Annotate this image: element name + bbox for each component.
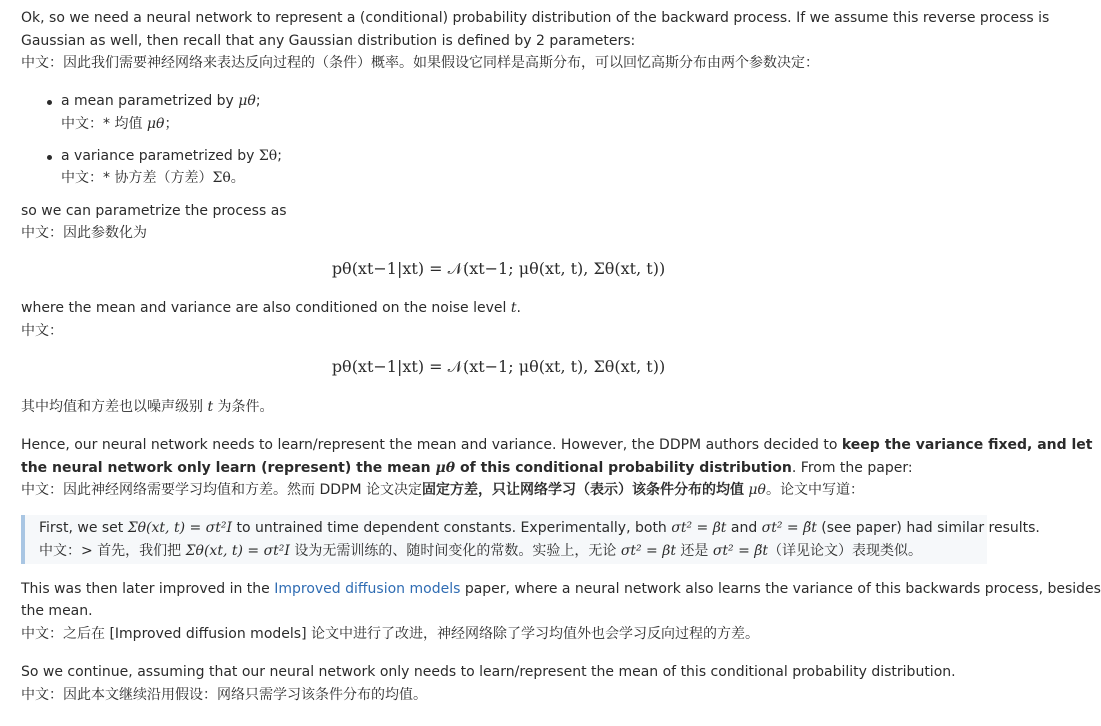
quote-en-c: and [726,520,762,536]
quote-zh-a: 中文：> 首先，我们把 [39,543,186,559]
ddpm-line2-bold-end: of this conditional probability distribution [455,460,792,476]
paragraph-continue-en: So we continue, assuming that our neural network only needs to learn/represent the mean of this conditional probability distribution. [21,664,956,680]
ddpm-zh-bold: 固定方差，只让网络学习（表示）该条件分布的均值 [421,482,744,498]
paragraph-improved-zh: 中文：之后在 [Improved diffusion models] 论文中进行了改进，神经网络除了学习均值外也会学习反向过程的方差。 [21,626,759,642]
quote-zh-math1: Σθ(xt, t) = σt²I [185,543,290,559]
quote-zh-math3: σt² = β̃t [712,543,769,559]
quote-en-math1: Σθ(xt, t) = σt²I [127,520,232,536]
quote-zh-d: （详见论文）表现类似。 [768,543,923,559]
bullet-mean-text: a mean parametrized by [61,93,239,109]
paragraph-parametrize-en: so we can parametrize the process as [21,203,287,219]
paragraph-parametrize-zh: 中文：因此参数化为 [21,225,147,241]
bullet-variance-math: Σθ [258,148,278,164]
condition-zh-math: t [207,399,214,415]
bullet-mean-math: μθ [238,93,256,109]
noise-level-end: . [516,300,521,316]
condition-zh-text: 其中均值和方差也以噪声级别 [21,399,208,415]
bullet-variance-zh [61,168,245,188]
paragraph-ddpm-line1 [21,435,1093,455]
ddpm-line2-math: μθ [435,460,456,476]
paragraph-condition-zh [21,397,274,417]
bullet-mean-en [61,91,261,111]
ddpm-line2-bold: the neural network only learn (represent) the mean [21,460,436,476]
improved-diffusion-link[interactable]: Improved diffusion models [274,581,461,597]
bullet-variance-end: ; [277,148,282,164]
improved-line1-text: This was then later improved in the [21,581,275,597]
bullet-variance-text: a variance parametrized by [61,148,259,164]
paragraph-intro-line2: Gaussian as well, then recall that any Gaussian distribution is defined by 2 parameters: [21,33,636,49]
paragraph-improved-line2: the mean. [21,603,93,619]
quote-zh-math2: σt² = βt [620,543,676,559]
paragraph-ddpm-zh [21,480,864,500]
bullet-variance-zh-math: Σθ [212,170,231,186]
equation-reverse-process: pθ(xt−1|xt) = 𝒩(xt−1; μθ(xt, t), Σθ(xt, t)) [331,259,666,278]
paragraph-ddpm-line2 [21,458,913,478]
paragraph-noise-level-zh: 中文： [21,323,63,339]
paragraph-noise-level-en [21,298,521,318]
bullet-variance-en [61,146,282,166]
bullet-dot [47,155,52,160]
quote-en-b: to untrained time dependent constants. Experimentally, both [232,520,672,536]
bullet-variance-zh-text: 中文：* 协方差（方差） [61,170,213,186]
bullet-mean-zh-text: 中文：* 均值 [61,116,147,132]
quote-zh-c: 还是 [675,543,713,559]
paragraph-intro-line1: Ok, so we need a neural network to represent a (conditional) probability distribution of the backward process. If we assume this reverse process is [21,10,1050,26]
quote-en-math2: σt² = βt [671,520,727,536]
ddpm-zh-text: 中文：因此神经网络需要学习均值和方差。然而 DDPM 论文决定 [21,482,422,498]
quote-en-math3: σt² = β̃t [761,520,817,536]
noise-level-math: t [510,300,517,316]
paragraph-improved-line1 [21,579,1101,599]
equation-reverse-process-repeat: pθ(xt−1|xt) = 𝒩(xt−1; μθ(xt, t), Σθ(xt, t)) [331,357,666,376]
quote-zh [39,541,922,561]
ddpm-zh-math: μθ [743,482,766,498]
ddpm-line2-end: . From the paper: [791,460,913,476]
paragraph-intro-zh: 中文：因此我们需要神经网络来表达反向过程的（条件）概率。如果假设它同样是高斯分布，可以回忆高斯分布由两个参数决定： [21,55,819,71]
ddpm-zh-end: 。论文中写道： [765,482,864,498]
quote-en-a: First, we set [39,520,128,536]
improved-line1-end: paper, where a neural network also learns the variance of this backwards process, besides [460,581,1101,597]
quote-zh-b: 设为无需训练的、随时间变化的常数。实验上，无论 [289,543,621,559]
bullet-mean-zh-end: ； [164,116,179,132]
bullet-variance-zh-end: 。 [230,170,245,186]
condition-zh-end: 为条件。 [213,399,274,415]
blockquote-paper [21,515,1040,564]
noise-level-text: where the mean and variance are also conditioned on the noise level [21,300,511,316]
ddpm-line1-bold: keep the variance fixed, and let [841,437,1093,453]
quote-en-d: (see paper) had similar results. [816,520,1040,536]
bullet-mean-zh-math: μθ [146,116,165,132]
bullet-mean-zh [61,114,178,134]
bullet-mean-end: ; [255,93,261,109]
quote-en [39,518,1040,538]
bullet-dot [47,100,52,105]
ddpm-line1-text: Hence, our neural network needs to learn/represent the mean and variance. However, the DDPM authors decided to [21,437,842,453]
paragraph-continue-zh: 中文：因此本文继续沿用假设：网络只需学习该条件分布的均值。 [21,687,427,703]
